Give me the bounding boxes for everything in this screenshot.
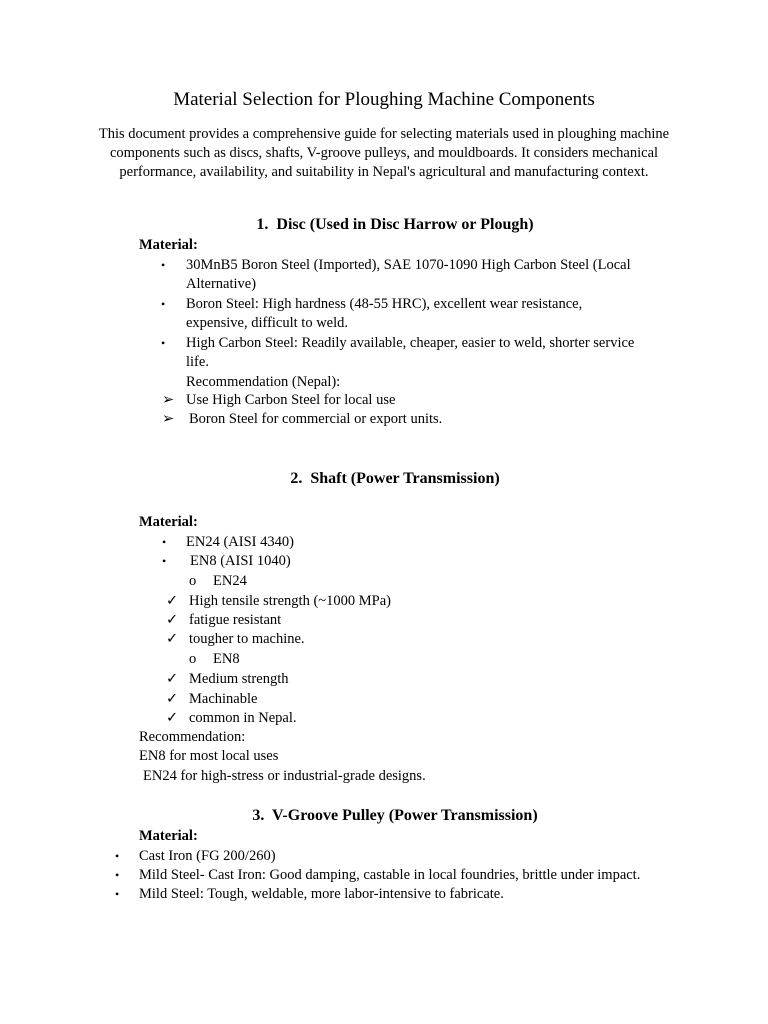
shaft-en8-label: EN8: [213, 651, 240, 667]
disc-recommendation-2: Boron Steel for commercial or export units.: [189, 411, 443, 427]
bullet-icon: •: [161, 258, 166, 272]
circle-bullet-icon: o: [189, 651, 197, 667]
disc-recommendation-1: Use High Carbon Steel for local use: [186, 392, 396, 408]
check-icon: ✓: [166, 671, 179, 687]
section-disc-heading: [0, 215, 768, 235]
check-icon: ✓: [166, 612, 179, 628]
section-disc-number: 1.: [256, 216, 269, 233]
bullet-icon: •: [115, 849, 120, 863]
shaft-bullet-1: EN24 (AISI 4340): [186, 534, 294, 550]
disc-recommendation-label: Recommendation (Nepal):: [186, 374, 341, 390]
bullet-icon: •: [115, 868, 120, 882]
disc-bullet-2-line1: Boron Steel: High hardness (48-55 HRC), excellent wear resistance,: [186, 296, 583, 312]
shaft-en8-check-2: Machinable: [189, 691, 258, 707]
bullet-icon: •: [162, 554, 167, 568]
shaft-recommendation-label: Recommendation:: [139, 729, 246, 745]
shaft-material-label: Material:: [139, 514, 198, 530]
bullet-icon: •: [161, 336, 166, 350]
check-icon: ✓: [166, 593, 179, 609]
check-icon: ✓: [166, 691, 179, 707]
section-pulley-heading: [0, 806, 768, 826]
document-title: Material Selection for Ploughing Machine Components: [173, 89, 595, 110]
shaft-en24-label: EN24: [213, 573, 247, 589]
section-pulley-number: 3.: [252, 807, 265, 824]
pulley-bullet-1: Cast Iron (FG 200/260): [139, 848, 276, 864]
shaft-en24-check-1: High tensile strength (~1000 MPa): [189, 593, 391, 609]
pulley-bullet-2: Mild Steel- Cast Iron: Good damping, castable in local foundries, brittle under impact.: [139, 867, 641, 883]
shaft-en24-check-2: fatigue resistant: [189, 612, 282, 628]
disc-material-label: Material:: [139, 237, 198, 253]
section-shaft-number: 2.: [290, 470, 303, 487]
shaft-recommendation-1: EN8 for most local uses: [139, 748, 279, 764]
check-icon: ✓: [166, 710, 179, 726]
disc-bullet-1-line2: Alternative): [186, 276, 257, 292]
pulley-material-label: Material:: [139, 828, 198, 844]
section-shaft-title: Shaft (Power Transmission): [310, 470, 500, 487]
disc-bullet-1-line1: 30MnB5 Boron Steel (Imported), SAE 1070-1090 High Carbon Steel (Local: [186, 257, 631, 273]
circle-bullet-icon: o: [189, 573, 197, 589]
disc-bullet-3-line2: life.: [186, 354, 209, 370]
arrow-icon: ➢: [162, 411, 175, 427]
shaft-en8-check-1: Medium strength: [189, 671, 289, 687]
document-intro: This document provides a comprehensive guide for selecting materials used in ploughing machine components such as discs, shafts, V-groove pulleys, and mouldboards. It considers mechanical performance, availability, and suitability in Nepal's agricultural and manufacturing context.: [98, 126, 670, 180]
shaft-recommendation-2: EN24 for high-stress or industrial-grade designs.: [143, 768, 426, 784]
section-shaft-heading: [0, 469, 768, 489]
pulley-bullet-3: Mild Steel: Tough, weldable, more labor-intensive to fabricate.: [139, 886, 504, 902]
bullet-icon: •: [161, 297, 166, 311]
shaft-en24-check-3: tougher to machine.: [189, 631, 305, 647]
section-disc-title: Disc (Used in Disc Harrow or Plough): [276, 216, 534, 233]
section-pulley-title: V-Groove Pulley (Power Transmission): [272, 807, 538, 824]
bullet-icon: •: [162, 535, 167, 549]
bullet-icon: •: [115, 887, 120, 901]
check-icon: ✓: [166, 631, 179, 647]
arrow-icon: ➢: [162, 392, 175, 408]
shaft-bullet-2: EN8 (AISI 1040): [190, 553, 291, 569]
shaft-en8-check-3: common in Nepal.: [189, 710, 297, 726]
disc-bullet-3-line1: High Carbon Steel: Readily available, cheaper, easier to weld, shorter service: [186, 335, 635, 351]
disc-bullet-2-line2: expensive, difficult to weld.: [186, 315, 349, 331]
